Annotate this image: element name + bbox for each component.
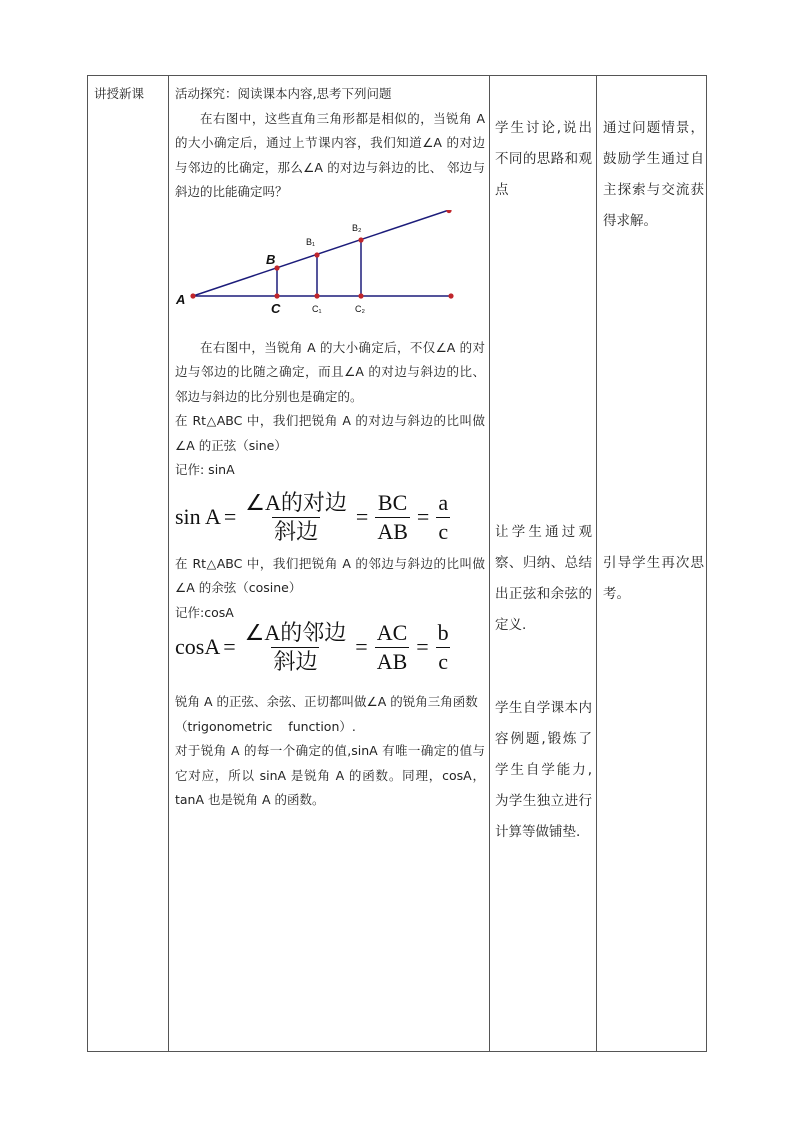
- numerator: AC: [376, 620, 408, 645]
- paragraph-3: 在 Rt△ABC 中，我们把锐角 A 的对边与斜边的比叫做∠A 的正弦（sine）: [175, 413, 485, 453]
- cosine-formula: [175, 619, 485, 676]
- note-sin: 记作: sinA: [175, 462, 235, 477]
- equals-sign: =: [223, 634, 236, 660]
- denominator: AB: [376, 649, 408, 674]
- fraction-opposite-over-hypotenuse: [243, 489, 349, 546]
- denominator: c: [438, 649, 449, 674]
- denominator: c: [438, 518, 449, 544]
- design-intent-cell: [596, 76, 708, 610]
- sine-formula: [175, 489, 485, 546]
- fraction-a-over-c: [436, 489, 450, 546]
- denominator: AB: [377, 518, 408, 544]
- point-B1: [314, 252, 319, 257]
- point-C2: [358, 293, 363, 298]
- numerator: ∠A的邻边: [244, 620, 347, 645]
- note-cos: 记作:cosA: [175, 604, 234, 620]
- student-text-2: 让学生通过观察、归纳、总结出正弦和余弦的定义.: [495, 524, 592, 633]
- lesson-table: [87, 75, 707, 1052]
- label-C: C: [271, 300, 281, 316]
- point-A: [190, 293, 195, 298]
- label-B1: B₁: [306, 236, 316, 247]
- label-B2: B₂: [352, 222, 362, 233]
- student-activity-cell: [489, 76, 596, 848]
- label-A: A: [176, 291, 186, 307]
- intent-text-2: 引导学生再次思考。: [603, 555, 704, 602]
- spacer: [495, 206, 592, 517]
- sin-lhs: sin A: [175, 503, 221, 529]
- denominator: 斜边: [273, 649, 318, 674]
- hypotenuse-line: [193, 210, 449, 296]
- point-end-top: [446, 210, 451, 213]
- spacer: [495, 641, 592, 693]
- intent-text-1: 通过问题情景，鼓励学生通过自主探索与交流获得求解。: [603, 120, 704, 229]
- point-end-base: [448, 293, 453, 298]
- numerator: ∠A的对边: [245, 489, 347, 515]
- label-C2: C₂: [355, 303, 365, 314]
- paragraph-7: 对于锐角 A 的每一个确定的值,sinA 有唯一确定的值与它对应，所以 sinA 是锐角 A 的函数。同理，cosA，tanA 也是锐角 A 的函数。: [175, 743, 485, 807]
- numerator: BC: [377, 489, 408, 515]
- fraction-b-over-c: [436, 619, 451, 676]
- stage-label: 讲授新课: [94, 86, 145, 101]
- paragraph-1: 在右图中，这些直角三角形都是相似的，当锐角 A 的大小确定后，通过上节课内容，我们知道∠A 的对边与邻边的比确定，那么∠A 的对边与斜边的比、 邻边与斜边的比能确定吗？: [175, 110, 485, 199]
- denominator: 斜边: [274, 518, 319, 544]
- similar-triangles-figure: [175, 210, 485, 318]
- paragraph-6: （trigonometric function）.: [175, 718, 356, 734]
- stage-cell: [88, 76, 168, 102]
- fraction-adjacent-over-hypotenuse: [243, 619, 349, 676]
- point-B2: [358, 237, 363, 242]
- content-cell: [168, 76, 489, 813]
- equals-sign: =: [355, 503, 369, 529]
- equals-sign: =: [355, 634, 368, 660]
- student-text-3: 学生自学课本内容例题,锻炼了学生自学能力,为学生独立进行计算等做铺垫.: [495, 700, 592, 840]
- paragraph-2: 在右图中，当锐角 A 的大小确定后，不仅∠A 的对边与邻边的比随之确定，而且∠A 的对边与斜边的比、 邻边与斜边的比分别也是确定的。: [175, 339, 485, 404]
- paragraph-5: 锐角 A 的正弦、余弦、正切都叫做∠A 的锐角三角函数: [175, 694, 478, 709]
- label-B: B: [266, 251, 276, 267]
- numerator: b: [437, 620, 449, 645]
- point-C1: [314, 293, 319, 298]
- fraction-AC-over-AB: [375, 619, 410, 676]
- point-C: [274, 293, 279, 298]
- fraction-BC-over-AB: [375, 489, 410, 546]
- student-text-1: 学生讨论,说出不同的思路和观点: [495, 120, 592, 198]
- numerator: a: [438, 489, 449, 515]
- equals-sign: =: [223, 503, 237, 529]
- equals-sign: =: [416, 634, 429, 660]
- triangle-diagram: [175, 210, 475, 318]
- cos-lhs: cosA: [175, 634, 221, 660]
- equals-sign: =: [416, 503, 430, 529]
- spacer: [603, 237, 704, 548]
- label-C1: C₁: [312, 303, 322, 314]
- paragraph-4: 在 Rt△ABC 中，我们把锐角 A 的邻边与斜边的比叫做∠A 的余弦（cosine）: [175, 555, 485, 595]
- activity-title: 活动探究：阅读课本内容,思考下列问题: [175, 86, 392, 101]
